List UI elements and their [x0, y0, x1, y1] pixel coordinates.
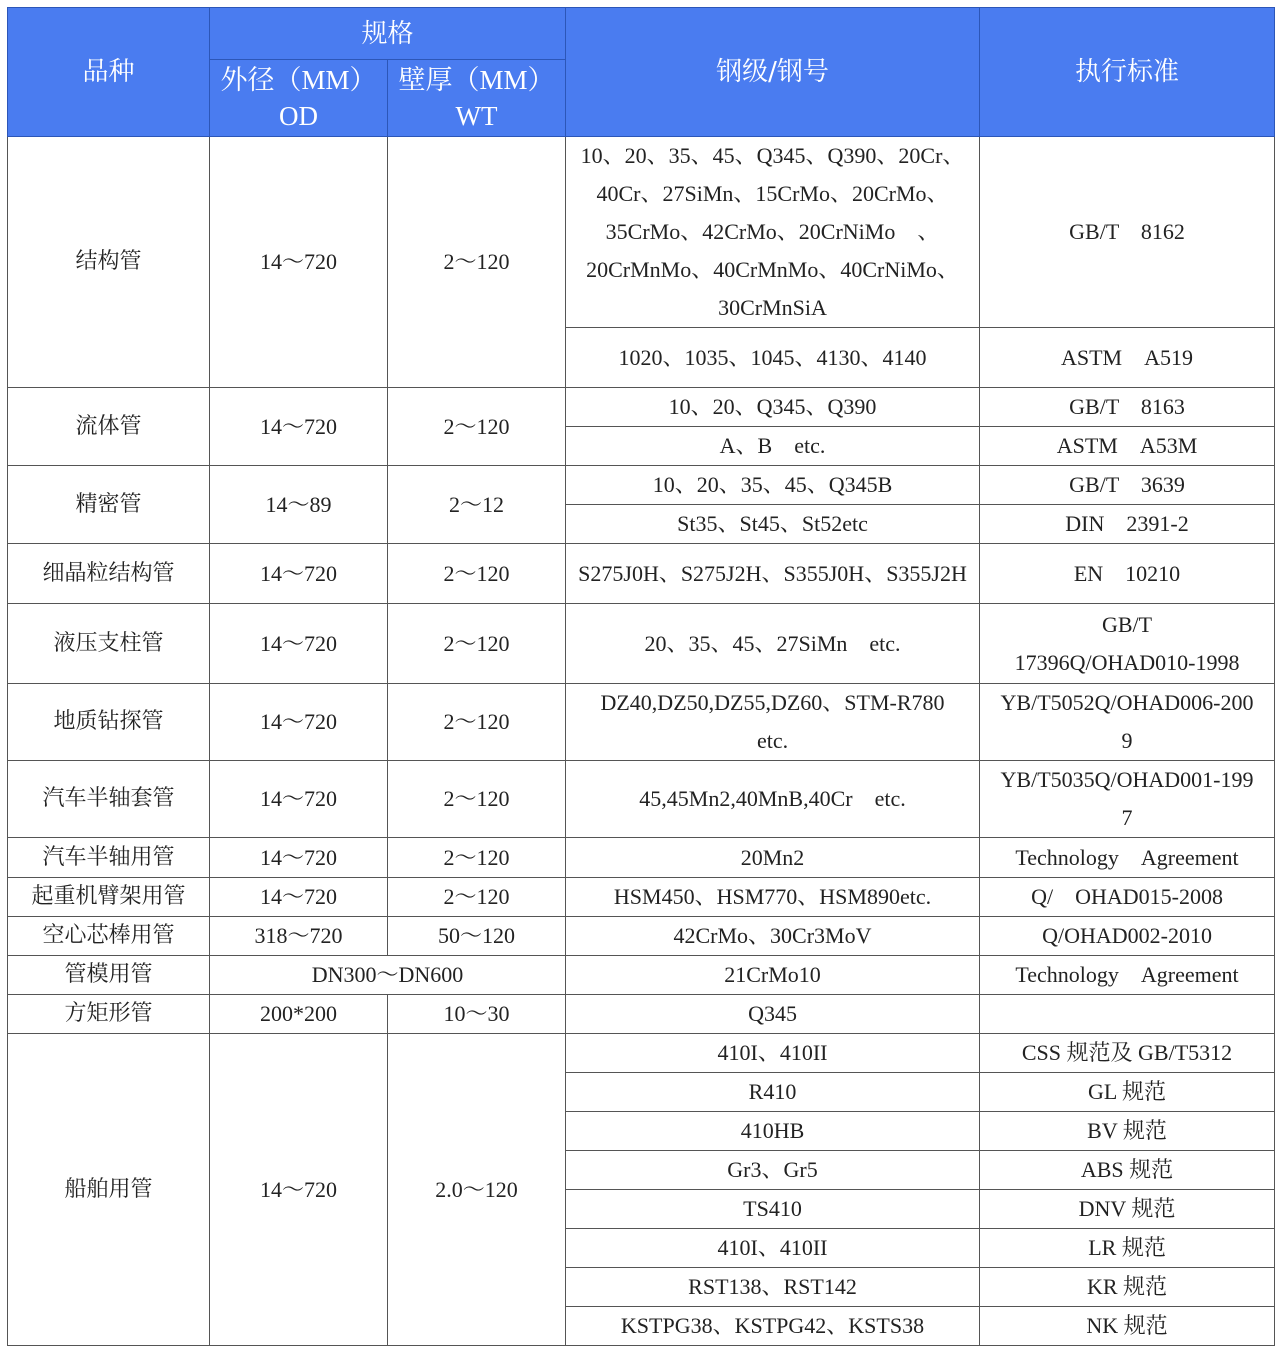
- grade-cell: 410I、410II: [566, 1229, 980, 1268]
- standard-cell: Technology Agreement: [980, 838, 1275, 878]
- wt-cell: 2～120: [388, 604, 566, 684]
- grade-cell: A、B etc.: [566, 427, 980, 466]
- grade-line: 35CrMo、42CrMo、20CrNiMo 、: [605, 219, 940, 244]
- table-row: [8, 604, 1275, 684]
- standard-line: YB/T5035Q/OHAD001-199: [1000, 767, 1254, 792]
- grade-cell: KSTPG38、KSTPG42、KSTS38: [566, 1307, 980, 1346]
- table-row: [8, 544, 1275, 604]
- standard-cell: GB/T 8162: [980, 137, 1275, 328]
- table-row: [8, 684, 1275, 761]
- grade-line: 10、20、35、45、Q345、Q390、20Cr、: [580, 143, 965, 168]
- od-cell: 14～720: [210, 388, 388, 466]
- od-cell: 14～720: [210, 1034, 388, 1346]
- grade-cell: Gr3、Gr5: [566, 1151, 980, 1190]
- standard-cell: NK 规范: [980, 1307, 1275, 1346]
- table-row: [8, 917, 1275, 956]
- table-row: [8, 878, 1275, 917]
- wt-cell: 2～120: [388, 838, 566, 878]
- standard-cell: [980, 995, 1275, 1034]
- standard-cell: ABS 规范: [980, 1151, 1275, 1190]
- standard-line: 17396Q/OHAD010-1998: [1014, 649, 1240, 675]
- header-wt: [388, 60, 566, 137]
- od-cell: 14～89: [210, 466, 388, 544]
- grade-cell: 1020、1035、1045、4130、4140: [566, 328, 980, 388]
- standard-line: YB/T5052Q/OHAD006-200: [1000, 690, 1254, 715]
- od-cell: 14～720: [210, 544, 388, 604]
- od-cell: 200*200: [210, 995, 388, 1034]
- standard-cell: GB/T 8163: [980, 388, 1275, 427]
- wt-cell: 2～120: [388, 761, 566, 838]
- grade-cell: St35、St45、St52etc: [566, 505, 980, 544]
- grade-cell: Q345: [566, 995, 980, 1034]
- grade-cell: 20、35、45、27SiMn etc.: [566, 604, 980, 684]
- header-grade: 钢级/钢号: [566, 8, 980, 137]
- od-cell: 14～720: [210, 838, 388, 878]
- standard-cell: CSS 规范及 GB/T5312: [980, 1034, 1275, 1073]
- variety-cell: 液压支柱管: [8, 604, 210, 684]
- grade-cell: R410: [566, 1073, 980, 1112]
- header-od-sub: OD: [279, 101, 318, 131]
- standard-cell: LR 规范: [980, 1229, 1275, 1268]
- grade-line: 20CrMnMo、40CrMnMo、40CrNiMo、: [586, 257, 959, 282]
- standard-line: 9: [1121, 728, 1133, 753]
- steel-pipe-spec-table: [7, 7, 1275, 1346]
- grade-cell: S275J0H、S275J2H、S355J0H、S355J2H: [566, 544, 980, 604]
- wt-cell: 2～120: [388, 684, 566, 761]
- grade-cell: 10、20、Q345、Q390: [566, 388, 980, 427]
- table-row: [8, 137, 1275, 328]
- variety-cell: 空心芯棒用管: [8, 917, 210, 956]
- grade-line: etc.: [756, 728, 789, 753]
- variety-cell: 结构管: [8, 137, 210, 388]
- od-cell: 14～720: [210, 761, 388, 838]
- variety-cell: 汽车半轴用管: [8, 838, 210, 878]
- wt-cell: 2～120: [388, 544, 566, 604]
- od-cell: 14～720: [210, 878, 388, 917]
- grade-line: DZ40,DZ50,DZ55,DZ60、STM-R780: [600, 690, 945, 715]
- grade-line: 30CrMnSiA: [718, 295, 827, 320]
- grade-cell: [566, 684, 980, 761]
- variety-cell: 船舶用管: [8, 1034, 210, 1346]
- grade-cell: 45,45Mn2,40MnB,40Cr etc.: [566, 761, 980, 838]
- size-cell: DN300～DN600: [210, 956, 566, 995]
- table-row: [8, 466, 1275, 505]
- grade-cell: HSM450、HSM770、HSM890etc.: [566, 878, 980, 917]
- standard-cell: DNV 规范: [980, 1190, 1275, 1229]
- wt-cell: 2～120: [388, 388, 566, 466]
- standard-cell: [980, 604, 1275, 684]
- table-row: [8, 388, 1275, 427]
- standard-cell: BV 规范: [980, 1112, 1275, 1151]
- table-row: [8, 761, 1275, 838]
- variety-cell: 管模用管: [8, 956, 210, 995]
- table-row: [8, 956, 1275, 995]
- standard-cell: [980, 684, 1275, 761]
- wt-cell: 10～30: [388, 995, 566, 1034]
- standard-cell: [980, 761, 1275, 838]
- grade-cell: 42CrMo、30Cr3MoV: [566, 917, 980, 956]
- standard-cell: Q/OHAD002-2010: [980, 917, 1275, 956]
- standard-cell: DIN 2391-2: [980, 505, 1275, 544]
- standard-cell: ASTM A519: [980, 328, 1275, 388]
- wt-cell: 2～12: [388, 466, 566, 544]
- grade-cell: 410I、410II: [566, 1034, 980, 1073]
- wt-cell: 50～120: [388, 917, 566, 956]
- table-row: [8, 1034, 1275, 1073]
- standard-cell: KR 规范: [980, 1268, 1275, 1307]
- standard-cell: EN 10210: [980, 544, 1275, 604]
- header-od: [210, 60, 388, 137]
- header-wt-label: 壁厚（MM）: [398, 65, 555, 95]
- header-od-label: 外径（MM）: [220, 65, 377, 95]
- grade-cell: 21CrMo10: [566, 956, 980, 995]
- table-row: [8, 838, 1275, 878]
- od-cell: 14～720: [210, 684, 388, 761]
- variety-cell: 汽车半轴套管: [8, 761, 210, 838]
- header-variety: 品种: [8, 8, 210, 137]
- grade-cell: 410HB: [566, 1112, 980, 1151]
- variety-cell: 方矩形管: [8, 995, 210, 1034]
- standard-cell: GL 规范: [980, 1073, 1275, 1112]
- grade-cell: [566, 137, 980, 328]
- standard-line: 7: [1121, 805, 1133, 830]
- variety-cell: 细晶粒结构管: [8, 544, 210, 604]
- wt-cell: 2.0～120: [388, 1034, 566, 1346]
- od-cell: 318～720: [210, 917, 388, 956]
- wt-cell: 2～120: [388, 878, 566, 917]
- grade-cell: RST138、RST142: [566, 1268, 980, 1307]
- variety-cell: 起重机臂架用管: [8, 878, 210, 917]
- header-spec: 规格: [210, 8, 566, 60]
- header-standard: 执行标准: [980, 8, 1275, 137]
- grade-cell: 20Mn2: [566, 838, 980, 878]
- header-wt-sub: WT: [455, 101, 498, 131]
- variety-cell: 地质钻探管: [8, 684, 210, 761]
- wt-cell: 2～120: [388, 137, 566, 388]
- standard-cell: Q/ OHAD015-2008: [980, 878, 1275, 917]
- grade-line: 40Cr、27SiMn、15CrMo、20CrMo、: [596, 181, 949, 206]
- variety-cell: 流体管: [8, 388, 210, 466]
- table-row: [8, 995, 1275, 1034]
- grade-cell: 10、20、35、45、Q345B: [566, 466, 980, 505]
- variety-cell: 精密管: [8, 466, 210, 544]
- standard-cell: ASTM A53M: [980, 427, 1275, 466]
- grade-cell: TS410: [566, 1190, 980, 1229]
- standard-line: GB/T: [1101, 611, 1153, 637]
- standard-cell: Technology Agreement: [980, 956, 1275, 995]
- od-cell: 14～720: [210, 604, 388, 684]
- standard-cell: GB/T 3639: [980, 466, 1275, 505]
- od-cell: 14～720: [210, 137, 388, 388]
